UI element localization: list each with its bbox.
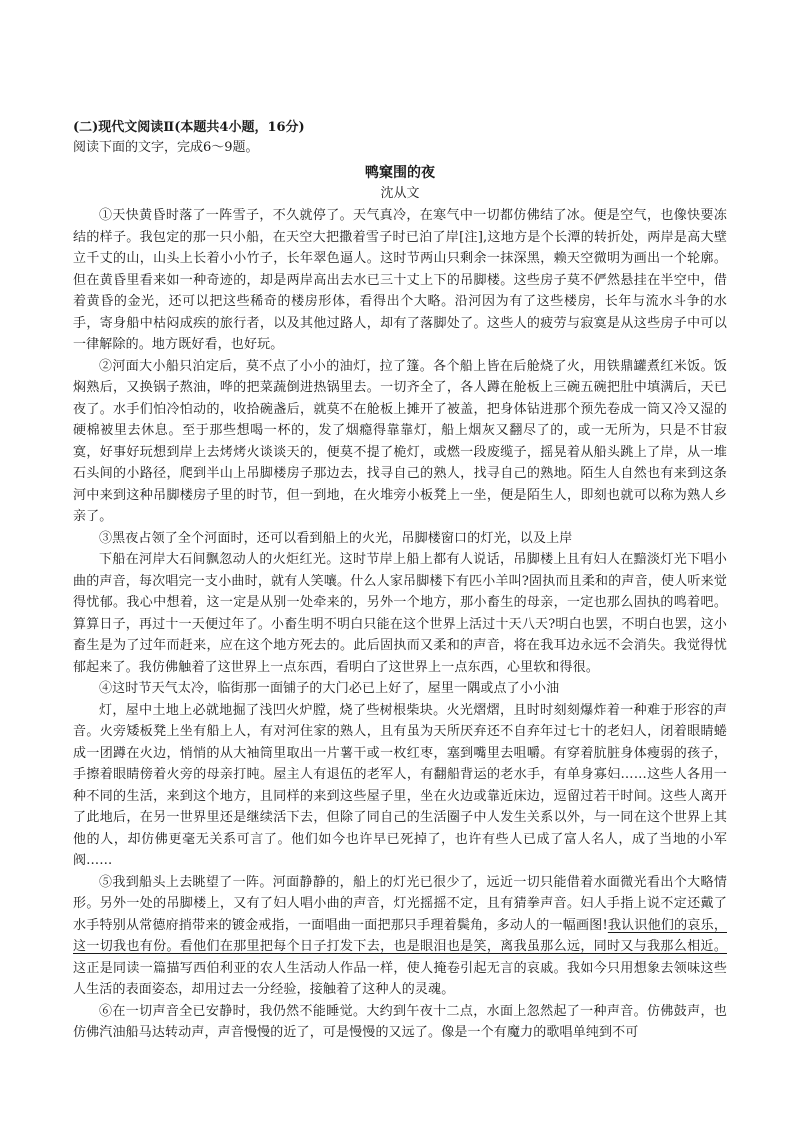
paragraph-2: ②河面大小船只泊定后，莫不点了小小的油灯，拉了篷。各个船上皆在后舱烧了火，用铁鼎罐煮红米饭。饭焖熟后，又换锅子熬油，哗的把菜蔬倒进热锅里去。一切齐全了，各人蹲在舱板上三碗五碗把肚中填满后，天已夜了。水手们怕冷怕动的，收拾碗盏后，就莫不在舱板上摊开了被盖，把身体钻进那个预先卷成一筒又冷又湿的硬棉被里去休息。至于那些想喝一杯的，发了烟瘾得靠靠灯，船上烟灰又翻尽了的，或一无所为，只是不甘寂寞，好事好玩想到岸上去烤烤火谈谈天的，便莫不提了桅灯，或燃一段废缆子，摇晃着从船头跳上了岸，从一堆石头间的小路径，爬到半山上吊脚楼房子那边去，找寻自己的熟人，找寻自己的熟地。陌生人自然也有来到这条河中来到这种吊脚楼房子里的时节，但一到地，在火堆旁小板凳上一坐，便是陌生人，即刻也就可以称为熟人乡亲了。 [73, 358, 727, 524]
article-title: 鸭窠围的夜 [365, 165, 435, 181]
paragraph-3-body: 下船在河岸大石间飘忽动人的火炬红光。这时节岸上船上都有人说话，吊脚楼上且有妇人在黯淡灯光下唱小曲的声音，每次唱完一支小曲时，就有人笑嚷。什么人家吊脚楼下有匹小羊叫?固执而且柔和的声音，使人听来觉得忧郁。我心中想着，这一定是从别一处牵来的，另外一个地方，那小畜生的母亲，一定也那么固执的鸣着吧。算算日子，再过十一天便过年了。小畜生明不明白只能在这个世界上活过十天八天?明白也罢，不明白也罢，这小畜生是为了过年而赶来，应在这个地方死去的。此后固执而又柔和的声音，将在我耳边永远不会消失。我觉得忧郁起来了。我仿佛触着了这世界上一点东西，看明白了这世界上一点东西，心里软和得很。 [73, 552, 727, 675]
paragraph-5-lead: ⑤我到船头上去眺望了一阵。河面静静的，船上的灯光已很少了，远近一切只能借着水面微光看出个大略情形。另外一处的吊脚楼上，又有了妇人唱小曲的声音，灯光摇摇不定，且有猜拳声音。妇人手指上说不定还戴了水手特别从常德府捎带来的镀金戒指，一面唱曲一面把那只手理着鬓角，多动人的一幅画图! [73, 874, 727, 933]
paragraph-5 [73, 872, 727, 1001]
section-heading: (二)现代文阅读Ⅱ(本题共4小题，16分) [73, 120, 305, 135]
paragraph-6: ⑥在一切声音全已安静时，我仍然不能睡觉。大约到午夜十二点，水面上忽然起了一种声音。仿佛鼓声，也仿佛汽油船马达转动声，声音慢慢的近了，可是慢慢的又远了。像是一个有魔力的歌唱单纯到不可 [73, 1003, 727, 1040]
paragraph-4-body: 灯，屋中土地上必就地掘了浅凹火炉膛，烧了些树根柴块。火光熠熠，且时时刻刻爆炸着一种难于形容的声音。火旁矮板凳上坐有船上人，有对河住家的熟人，且有虽为天所厌弃还不自弃年过七十的老妇人，闭着眼睛蜷成一团蹲在火边，悄悄的从大袖筒里取出一片薯干或一枚红枣，塞到嘴里去咀嚼。有穿着肮脏身体瘦弱的孩子，手擦着眼睛傍着火旁的母亲打盹。屋主人有退伍的老军人，有翻船背运的老水手，有单身寡妇……这些人各用一种不同的生活，来到这个地方，且同样的来到这些屋子里，坐在火边或靠近床边，逗留过若干时间。这些人离开了此地后，在另一世界里还是继续活下去，但除了同自己的生活圈子中人发生关系以外，与一同在这个世界上其他的人，却仿佛更毫无关系可言了。他们如今也许早已死掉了，也许有些人已成了富人名人，成了当地的小军阀…… [73, 702, 727, 868]
paragraph-4-lead: ④这时节天气太冷，临街那一面铺子的大门必已上好了，屋里一隅或点了小小油 [99, 681, 560, 696]
paragraph-3-lead: ③黑夜占领了全个河面时，还可以看到船上的火光，吊脚楼窗口的灯光，以及上岸 [99, 530, 573, 546]
exam-page [73, 118, 727, 1044]
paragraph-1: ①天快黄昏时落了一阵雪子，不久就停了。天气真冷，在寒气中一切都仿佛结了冰。便是空气，也像快要冻结的样子。我包定的那一只小船，在天空大把撒着雪子时已泊了岸[注],这地方是个长潭的转折处，两岸是高大壁立千丈的山，山头上长着小小竹子，长年翠色逼人。这时节两山只剩余一抹深黑，赖天空微明为画出一个轮廓。但在黄昏里看来如一种奇迹的，却是两岸高出去水已三十丈上下的吊脚楼。这些房子莫不俨然悬挂在半空中，借着黄昏的金光，还可以把这些稀奇的楼房形体，看得出个大略。沿河因为有了这些楼房，长年与流水斗争的水手，寄身船中枯闷成疾的旅行者，以及其他过路人，却有了落脚处了。这些人的疲劳与寂寞是从这些房子中可以一律解除的。地方既好看，也好玩。 [73, 208, 727, 352]
underlined-sentence: 我认识他们的哀乐，这一切我也有份。看他们在那里把每个日子打发下去，也是眼泪也是笑，离我虽那么远，同时又与我那么相近。 [73, 917, 727, 954]
article-author: 沈从文 [380, 186, 420, 201]
paragraph-5-tail: 这正是同读一篇描写西伯利亚的农人生活动人作品一样，使人掩卷引起无言的哀戚。我如今只用想象去领味这些人生活的表面姿态，却用过去一分经验，接触着了这种人的灵魂。 [73, 960, 727, 997]
reading-instruction: 阅读下面的文字，完成6～9题。 [73, 140, 259, 155]
